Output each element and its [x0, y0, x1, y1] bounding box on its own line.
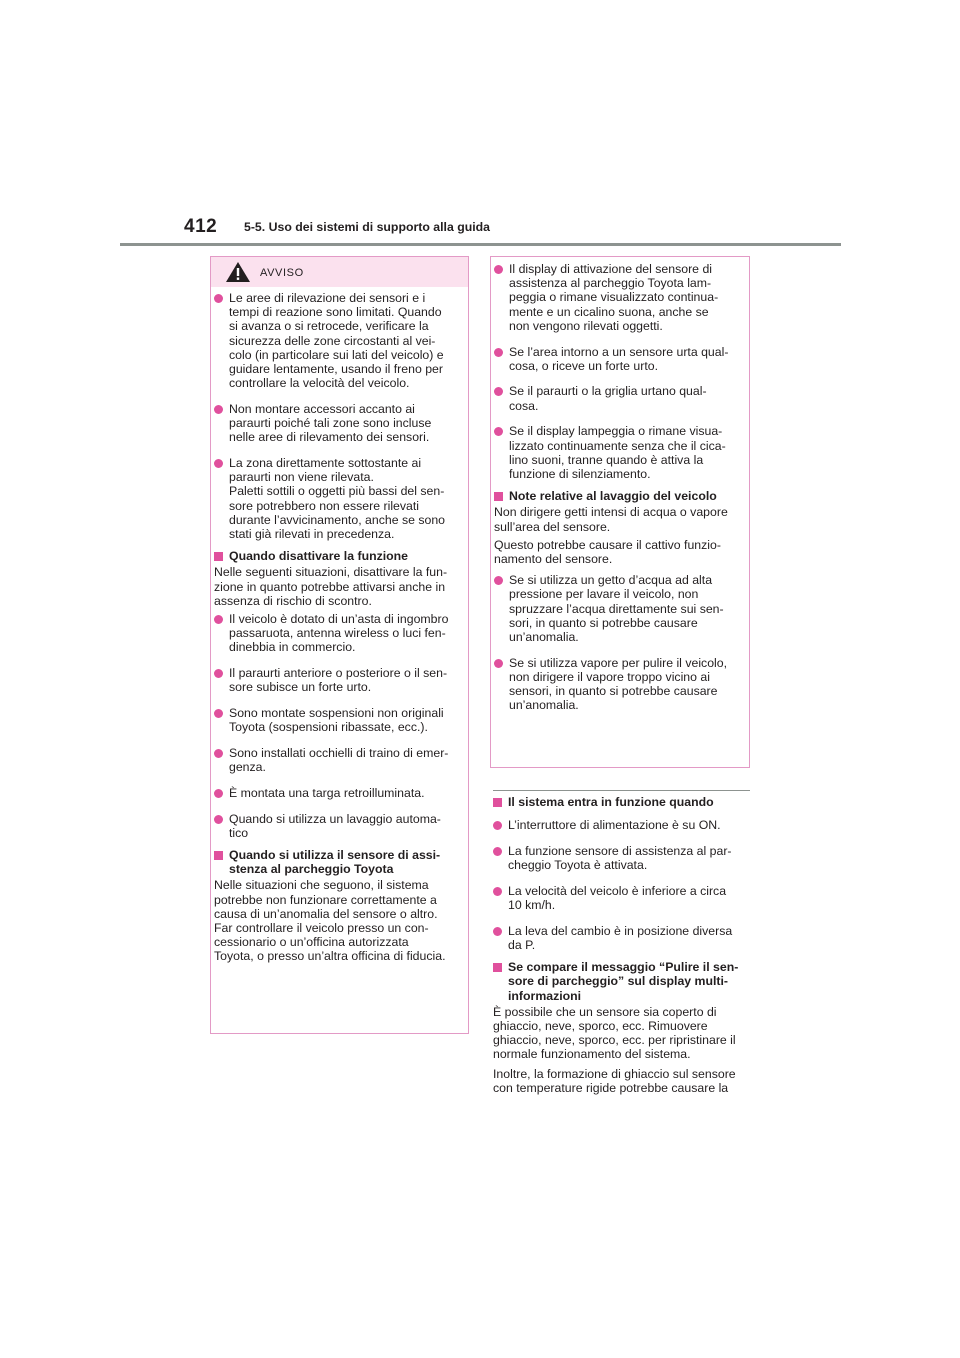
list-item-text: La velocità del veicolo è inferiore a circa 10 km/h.	[508, 883, 727, 913]
paragraph: È possibile che un sensore sia coperto di ghiaccio, neve, sporco, ecc. Rimuovere ghiaccio, neve, sporco, ecc. per ripristinare il normale funzionamento del sistema.	[493, 1004, 736, 1062]
list-item-text: Quando si utilizza un lavaggio automa- tico	[229, 811, 441, 840]
list-item	[214, 612, 466, 655]
bullet-dot-icon	[214, 405, 223, 414]
list-item	[214, 786, 466, 800]
header-rule	[120, 243, 841, 246]
bullet-dot-icon	[214, 615, 223, 624]
list-item-text: Se l’area intorno a un sensore urta qual- cosa, o riceve un forte urto.	[509, 344, 729, 373]
list-item	[214, 402, 466, 445]
list-item	[494, 656, 746, 713]
subheading-text: Note relative al lavaggio del veicolo	[509, 489, 717, 504]
list-item-text: Sono montate sospensioni non originali Toyota (sospensioni ribassate, ecc.).	[229, 706, 444, 735]
list-item-text: Il veicolo è dotato di un’asta di ingombro passaruota, antenna wireless o luci fen- dinebbia in commercio.	[229, 612, 449, 655]
subheading	[214, 549, 466, 563]
subheading-text: Se compare il messaggio “Pulire il sen- sore di parcheggio” sul display multi- informazioni	[508, 960, 739, 1003]
bullet-dot-icon	[494, 659, 503, 668]
list-item	[493, 924, 749, 952]
subheading-text: Il sistema entra in funzione quando	[508, 795, 714, 809]
list-item	[214, 746, 466, 774]
bullet-dot-icon	[214, 749, 223, 758]
list-item	[493, 844, 749, 872]
paragraph: Nelle situazioni che seguono, il sistema potrebbe non funzionare correttamente a causa di un’anomalia del sensore o altro. Far controllare il veicolo presso un con- cessionario o un’officina autorizzata Toyota, o presso un’altra officina di fiducia.	[214, 878, 446, 964]
bullet-dot-icon	[494, 427, 503, 436]
list-item	[494, 345, 746, 373]
list-item	[214, 456, 466, 541]
bullet-dot-icon	[494, 576, 503, 585]
bullet-dot-icon	[494, 348, 503, 357]
warning-left-content	[214, 291, 466, 970]
bullet-dot-icon	[214, 815, 223, 824]
bullet-dot-icon	[493, 821, 502, 830]
list-item	[494, 424, 746, 481]
bullet-dot-icon	[494, 265, 503, 274]
list-item	[214, 666, 466, 694]
bullet-dot-icon	[214, 789, 223, 798]
list-item-text: Le aree di rilevazione dei sensori e i tempi di reazione sono limitati. Quando si avanza o si retrocede, verificare la sicurezza delle zone circostanti al vei- colo (in particolare sui lati del veicolo) e guidare lentamente, usando il freno per controllare la velocità del veicolo.	[229, 291, 444, 391]
list-item-text: Non montare accessori accanto ai paraurti poiché tali zone sono incluse nelle aree di rilevamento dei sensori.	[229, 401, 432, 445]
section-square-icon	[493, 798, 502, 807]
section-square-icon	[493, 963, 502, 972]
list-item-text: La funzione sensore di assistenza al par- cheggio Toyota è attivata.	[508, 843, 732, 873]
section-rule	[493, 790, 750, 791]
list-item-text: Il paraurti anteriore o posteriore o il sen- sore subisce un forte urto.	[229, 666, 448, 695]
section-square-icon	[214, 552, 223, 561]
list-item	[214, 291, 466, 390]
list-item	[494, 262, 746, 333]
bullet-dot-icon	[214, 459, 223, 468]
bullet-dot-icon	[214, 294, 223, 303]
bullet-dot-icon	[493, 927, 502, 936]
main-right-content	[493, 795, 749, 1101]
list-item	[214, 812, 466, 840]
bullet-dot-icon	[493, 847, 502, 856]
warning-title: AVVISO	[260, 267, 304, 279]
subheading	[214, 848, 466, 876]
bullet-dot-icon	[214, 669, 223, 678]
paragraph: Questo potrebbe causare il cattivo funzio- namento del sensore.	[494, 537, 721, 566]
subheading	[493, 960, 749, 1003]
warning-header	[211, 257, 468, 287]
subheading	[493, 795, 749, 809]
list-item-text: Sono installati occhielli di traino di emer- genza.	[229, 745, 449, 775]
list-item-text: È montata una targa retroilluminata.	[229, 785, 425, 800]
bullet-dot-icon	[493, 887, 502, 896]
list-item	[494, 384, 746, 412]
section-square-icon	[494, 492, 503, 501]
subheading	[494, 489, 746, 503]
section-square-icon	[214, 851, 223, 860]
list-item	[493, 818, 749, 832]
paragraph: Non dirigere getti intensi di acqua o vapore sull’area del sensore.	[494, 505, 728, 534]
list-item	[493, 884, 749, 912]
warning-triangle-icon	[225, 261, 251, 283]
list-item-text: Se si utilizza un getto d’acqua ad alta pressione per lavare il veicolo, non spruzzare l’acqua direttamente sui sen- sori, in quanto si potrebbe causare un’anomalia.	[509, 573, 724, 644]
paragraph: Inoltre, la formazione di ghiaccio sul sensore con temperature rigide potrebbe causare la	[493, 1066, 736, 1095]
list-item	[214, 706, 466, 734]
paragraph: Nelle seguenti situazioni, disattivare la fun- zione in quanto potrebbe attivarsi anche in assenza di rischio di scontro.	[214, 565, 448, 608]
list-item-text: Il display di attivazione del sensore di assistenza al parcheggio Toyota lam- peggia o rimane visualizzato continua- mente e un cicalino suona, anche se non vengono rilevati oggetti.	[509, 262, 719, 333]
bullet-dot-icon	[494, 387, 503, 396]
warning-right-content	[494, 262, 746, 724]
list-item	[494, 573, 746, 644]
page-number: 412	[184, 216, 218, 237]
list-item-text: Se il display lampeggia o rimane visua- lizzato continuamente senza che il cica- lino suoni, tranne quando è attiva la funzione di silenziamento.	[509, 424, 726, 481]
list-item-text: L’interruttore di alimentazione è su ON.	[508, 818, 721, 833]
bullet-dot-icon	[214, 709, 223, 718]
section-title: 5-5. Uso dei sistemi di supporto alla guida	[244, 220, 490, 234]
list-item-text: Se si utilizza vapore per pulire il veicolo, non dirigere il vapore troppo vicino ai sensori, in quanto si potrebbe causare un’anomalia.	[509, 655, 728, 713]
subheading-text: Quando disattivare la funzione	[229, 549, 409, 564]
list-item-text: Se il paraurti o la griglia urtano qual- cosa.	[509, 384, 707, 413]
list-item-text: La zona direttamente sottostante ai paraurti non viene rilevata. Paletti sottili o oggetti più bassi del sen- sore potrebbero non essere rilevati durante l’avvicinamento, anche se sono stati già rilevati in precedenza.	[229, 456, 446, 542]
subheading-text: Quando si utilizza il sensore di assi- stenza al parcheggio Toyota	[229, 848, 441, 877]
list-item-text: La leva del cambio è in posizione diversa da P.	[508, 923, 733, 952]
